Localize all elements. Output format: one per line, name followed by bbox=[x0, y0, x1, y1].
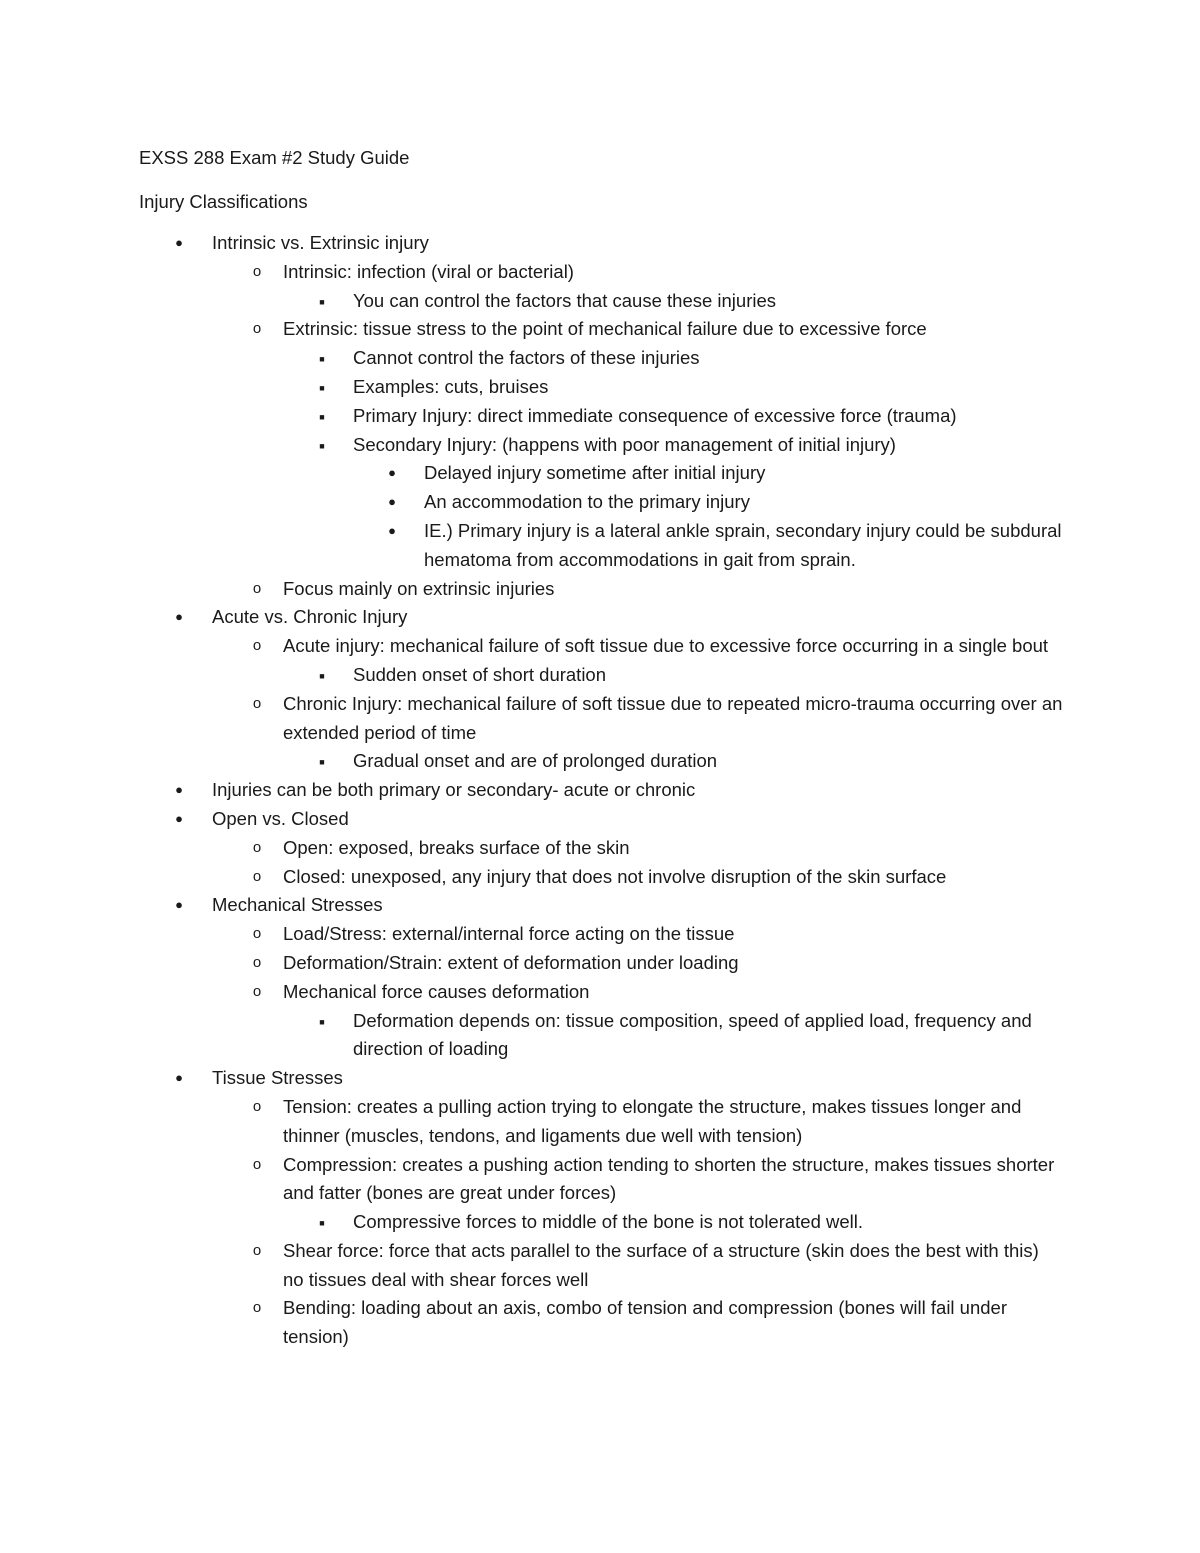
bullet-marker: ■ bbox=[319, 354, 325, 365]
sub-item bbox=[0, 949, 1063, 978]
bullet-marker: ■ bbox=[319, 670, 325, 681]
item-text: Acute vs. Chronic Injury bbox=[212, 606, 408, 628]
document-title: EXSS 288 Exam #2 Study Guide bbox=[139, 147, 410, 168]
bullet-marker: o bbox=[252, 867, 262, 885]
item-text: Closed: unexposed, any injury that does not involve disruption of the skin surface bbox=[283, 865, 947, 887]
sub-sub-item bbox=[0, 661, 1063, 690]
bullet-marker: o bbox=[252, 982, 262, 1000]
bullet-marker: ■ bbox=[319, 757, 325, 768]
detail-item bbox=[0, 459, 1064, 488]
bullet-item bbox=[0, 229, 1072, 258]
sub-item bbox=[0, 978, 1063, 1007]
detail-item bbox=[0, 488, 1064, 517]
bullet-marker: ■ bbox=[319, 296, 325, 307]
sub-sub-item bbox=[0, 344, 1063, 373]
item-text: An accommodation to the primary injury bbox=[424, 491, 750, 513]
item-text: Gradual onset and are of prolonged duration bbox=[353, 750, 718, 772]
sub-item bbox=[0, 920, 1063, 949]
bullet-marker: o bbox=[252, 1241, 262, 1259]
item-text: Shear force: force that acts parallel to the surface of a structure (skin does the best with this) no tissues deal with shear forces well bbox=[283, 1239, 1039, 1290]
sub-item bbox=[0, 863, 1063, 892]
sub-item bbox=[0, 834, 1063, 863]
item-text: Tissue Stresses bbox=[212, 1067, 343, 1089]
bullet-marker: o bbox=[252, 925, 262, 943]
item-text: Sudden onset of short duration bbox=[353, 663, 607, 685]
item-text: Intrinsic: infection (viral or bacterial) bbox=[283, 260, 574, 282]
item-text: Deformation depends on: tissue composition, speed of applied load, frequency and direction of loading bbox=[353, 1009, 1032, 1060]
bullet-marker: o bbox=[252, 320, 262, 338]
section-heading: Injury Classifications bbox=[139, 191, 308, 212]
sub-item bbox=[0, 690, 1063, 748]
sub-item bbox=[0, 575, 1063, 604]
bullet-item bbox=[0, 1064, 1072, 1093]
sub-sub-item bbox=[0, 373, 1063, 402]
sub-sub-item bbox=[0, 747, 1063, 776]
item-text: Acute injury: mechanical failure of soft tissue due to excessive force occurring in a single bout bbox=[283, 635, 1049, 657]
item-text: Mechanical force causes deformation bbox=[283, 980, 590, 1002]
sub-item bbox=[0, 1151, 1063, 1209]
item-text: You can control the factors that cause these injuries bbox=[353, 289, 777, 311]
bullet-marker: ● bbox=[175, 609, 183, 625]
item-text: Cannot control the factors of these injuries bbox=[353, 347, 700, 369]
bullet-item bbox=[0, 603, 1072, 632]
bullet-marker: ● bbox=[388, 465, 396, 481]
sub-item bbox=[0, 632, 1063, 661]
bullet-marker: ■ bbox=[319, 1218, 325, 1229]
sub-sub-item bbox=[0, 431, 1063, 460]
bullet-marker: ● bbox=[388, 522, 396, 538]
bullet-marker: ● bbox=[175, 782, 183, 798]
item-text: Chronic Injury: mechanical failure of soft tissue due to repeated micro-trauma occurring over an extended period of time bbox=[283, 692, 1063, 743]
bullet-marker: ● bbox=[175, 897, 183, 913]
sub-item bbox=[0, 315, 1063, 344]
bullet-marker: o bbox=[252, 838, 262, 856]
sub-item bbox=[0, 258, 1063, 287]
bullet-marker: o bbox=[252, 637, 262, 655]
item-text: Injuries can be both primary or secondary- acute or chronic bbox=[212, 779, 696, 801]
item-text: Tension: creates a pulling action trying to elongate the structure, makes tissues longer and thinner (muscles, tendons, and ligaments due well with tension) bbox=[283, 1095, 1022, 1146]
bullet-outline bbox=[0, 229, 1200, 1352]
item-text: Delayed injury sometime after initial injury bbox=[424, 462, 766, 484]
bullet-item bbox=[0, 891, 1072, 920]
bullet-item bbox=[0, 805, 1072, 834]
item-text: Mechanical Stresses bbox=[212, 894, 383, 916]
item-text: Deformation/Strain: extent of deformation under loading bbox=[283, 951, 739, 973]
sub-sub-item bbox=[0, 402, 1063, 431]
bullet-marker: ■ bbox=[319, 411, 325, 422]
sub-sub-item bbox=[0, 1208, 1063, 1237]
item-text: Secondary Injury: (happens with poor management of initial injury) bbox=[353, 433, 896, 455]
bullet-marker: ■ bbox=[319, 1016, 325, 1027]
sub-item bbox=[0, 1093, 1063, 1151]
item-text: Primary Injury: direct immediate consequence of excessive force (trauma) bbox=[353, 404, 957, 426]
bullet-marker: ● bbox=[175, 235, 183, 250]
bullet-marker: o bbox=[252, 579, 262, 597]
bullet-marker: ■ bbox=[319, 440, 325, 451]
sub-item bbox=[0, 1237, 1063, 1295]
item-text: Examples: cuts, bruises bbox=[353, 375, 549, 397]
detail-item bbox=[0, 517, 1064, 575]
bullet-marker: ● bbox=[388, 494, 396, 510]
item-text: Open: exposed, breaks surface of the skin bbox=[283, 836, 630, 858]
bullet-marker: o bbox=[252, 694, 262, 712]
bullet-marker: o bbox=[252, 1097, 262, 1115]
item-text: Compression: creates a pushing action tending to shorten the structure, makes tissues shorter and fatter (bones are great under forces) bbox=[283, 1153, 1055, 1204]
item-text: Intrinsic vs. Extrinsic injury bbox=[212, 232, 429, 253]
bullet-marker: ● bbox=[175, 1070, 183, 1086]
item-text: Open vs. Closed bbox=[212, 807, 349, 829]
item-text: Extrinsic: tissue stress to the point of mechanical failure due to excessive force bbox=[283, 318, 927, 340]
sub-item bbox=[0, 1294, 1063, 1352]
bullet-marker: ■ bbox=[319, 382, 325, 393]
bullet-marker: o bbox=[252, 953, 262, 971]
bullet-marker: o bbox=[252, 1155, 262, 1173]
sub-sub-item bbox=[0, 287, 1063, 316]
bullet-item bbox=[0, 776, 1072, 805]
bullet-marker: o bbox=[252, 262, 262, 280]
sub-sub-item bbox=[0, 1007, 1063, 1065]
item-text: IE.) Primary injury is a lateral ankle sprain, secondary injury could be subdural hematoma from accommodations in gait from sprain. bbox=[424, 519, 1062, 570]
bullet-marker: o bbox=[252, 1299, 262, 1317]
item-text: Bending: loading about an axis, combo of tension and compression (bones will fail under tension) bbox=[283, 1297, 1008, 1348]
item-text: Compressive forces to middle of the bone is not tolerated well. bbox=[353, 1211, 864, 1233]
bullet-marker: ● bbox=[175, 810, 183, 826]
item-text: Load/Stress: external/internal force acting on the tissue bbox=[283, 923, 735, 945]
item-text: Focus mainly on extrinsic injuries bbox=[283, 577, 555, 599]
